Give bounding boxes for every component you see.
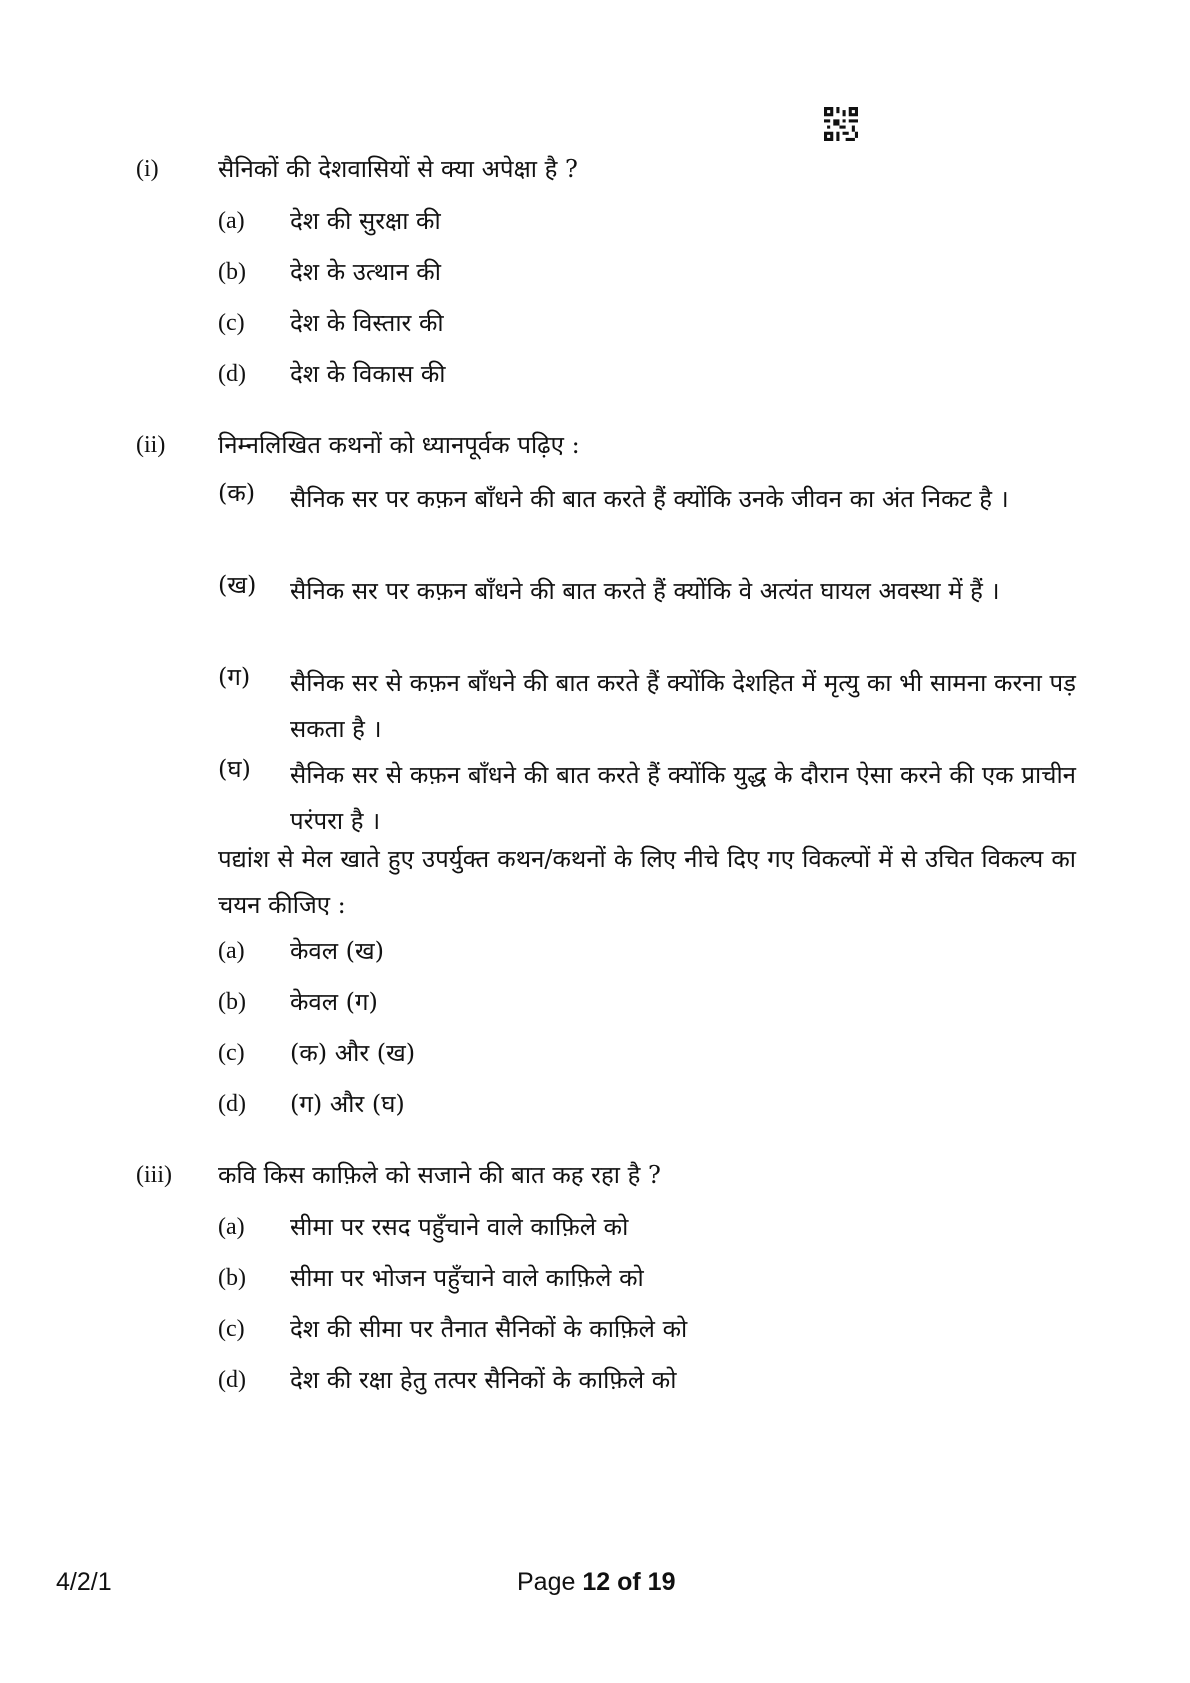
option-text: देश के विकास की [290, 360, 446, 388]
statement-text: सैनिक सर पर कफ़न बाँधने की बात करते हैं क्योंकि उनके जीवन का अंत निकट है । [290, 485, 1009, 513]
option-label: (d) [218, 1367, 246, 1393]
option-label: (b) [218, 259, 246, 285]
option-text: देश के विस्तार की [290, 309, 444, 337]
statement-label: (ग) [218, 663, 251, 691]
option-text: केवल (ग) [290, 988, 378, 1016]
option-label: (d) [218, 361, 246, 387]
page-total: 19 [647, 1568, 676, 1596]
option-label: (c) [218, 310, 245, 336]
option-text: सीमा पर भोजन पहुँचाने वाले काफ़िले को [290, 1264, 644, 1292]
option-text: देश की सीमा पर तैनात सैनिकों के काफ़िले को [290, 1315, 688, 1343]
option-text: (क) और (ख) [290, 1039, 416, 1067]
question-number: (i) [136, 156, 159, 182]
option-label: (c) [218, 1316, 245, 1342]
question-text: निम्नलिखित कथनों को ध्यानपूर्वक पढ़िए : [218, 431, 580, 459]
question-number: (ii) [136, 432, 166, 458]
page-current: 12 [582, 1568, 611, 1596]
option-text: (ग) और (घ) [290, 1090, 405, 1118]
question-2-instruction: पद्यांश से मेल खाते हुए उपर्युक्त कथन/कथनों के लिए नीचे दिए गए विकल्पों में से उचित विकल्प का चयन कीजिए : [218, 845, 1076, 919]
statement-label: (क) [218, 479, 256, 507]
option-label: (b) [218, 1265, 246, 1291]
statement-label: (घ) [218, 755, 251, 783]
option-label: (d) [218, 1091, 246, 1117]
question-text: सैनिकों की देशवासियों से क्या अपेक्षा है ? [218, 155, 578, 183]
option-label: (b) [218, 989, 246, 1015]
statement-text: सैनिक सर से कफ़न बाँधने की बात करते हैं क्योंकि युद्ध के दौरान ऐसा करने की एक प्राचीन परंपरा है । [290, 761, 1076, 835]
option-text: सीमा पर रसद पहुँचाने वाले काफ़िले को [290, 1213, 629, 1241]
page-number [517, 1568, 675, 1597]
statement-label: (ख) [218, 571, 257, 599]
question-text: कवि किस काफ़िले को सजाने की बात कह रहा है ? [218, 1161, 661, 1189]
page-prefix: Page [517, 1568, 576, 1596]
statement-text: सैनिक सर से कफ़न बाँधने की बात करते हैं क्योंकि देशहित में मृत्यु का भी सामना करना पड़ सकता है । [290, 669, 1076, 743]
option-text: केवल (ख) [290, 937, 385, 965]
option-text: देश की रक्षा हेतु तत्पर सैनिकों के काफ़िले को [290, 1366, 677, 1394]
question-number: (iii) [136, 1162, 172, 1188]
option-label: (c) [218, 1040, 245, 1066]
page-of: of [617, 1568, 641, 1596]
option-text: देश के उत्थान की [290, 258, 441, 286]
option-text: देश की सुरक्षा की [290, 207, 441, 235]
statement-text: सैनिक सर पर कफ़न बाँधने की बात करते हैं क्योंकि वे अत्यंत घायल अवस्था में हैं । [290, 577, 1000, 605]
option-label: (a) [218, 938, 245, 964]
qr-code-icon [824, 106, 858, 142]
paper-code: 4/2/1 [56, 1568, 112, 1596]
option-label: (a) [218, 1214, 245, 1240]
option-label: (a) [218, 208, 245, 234]
